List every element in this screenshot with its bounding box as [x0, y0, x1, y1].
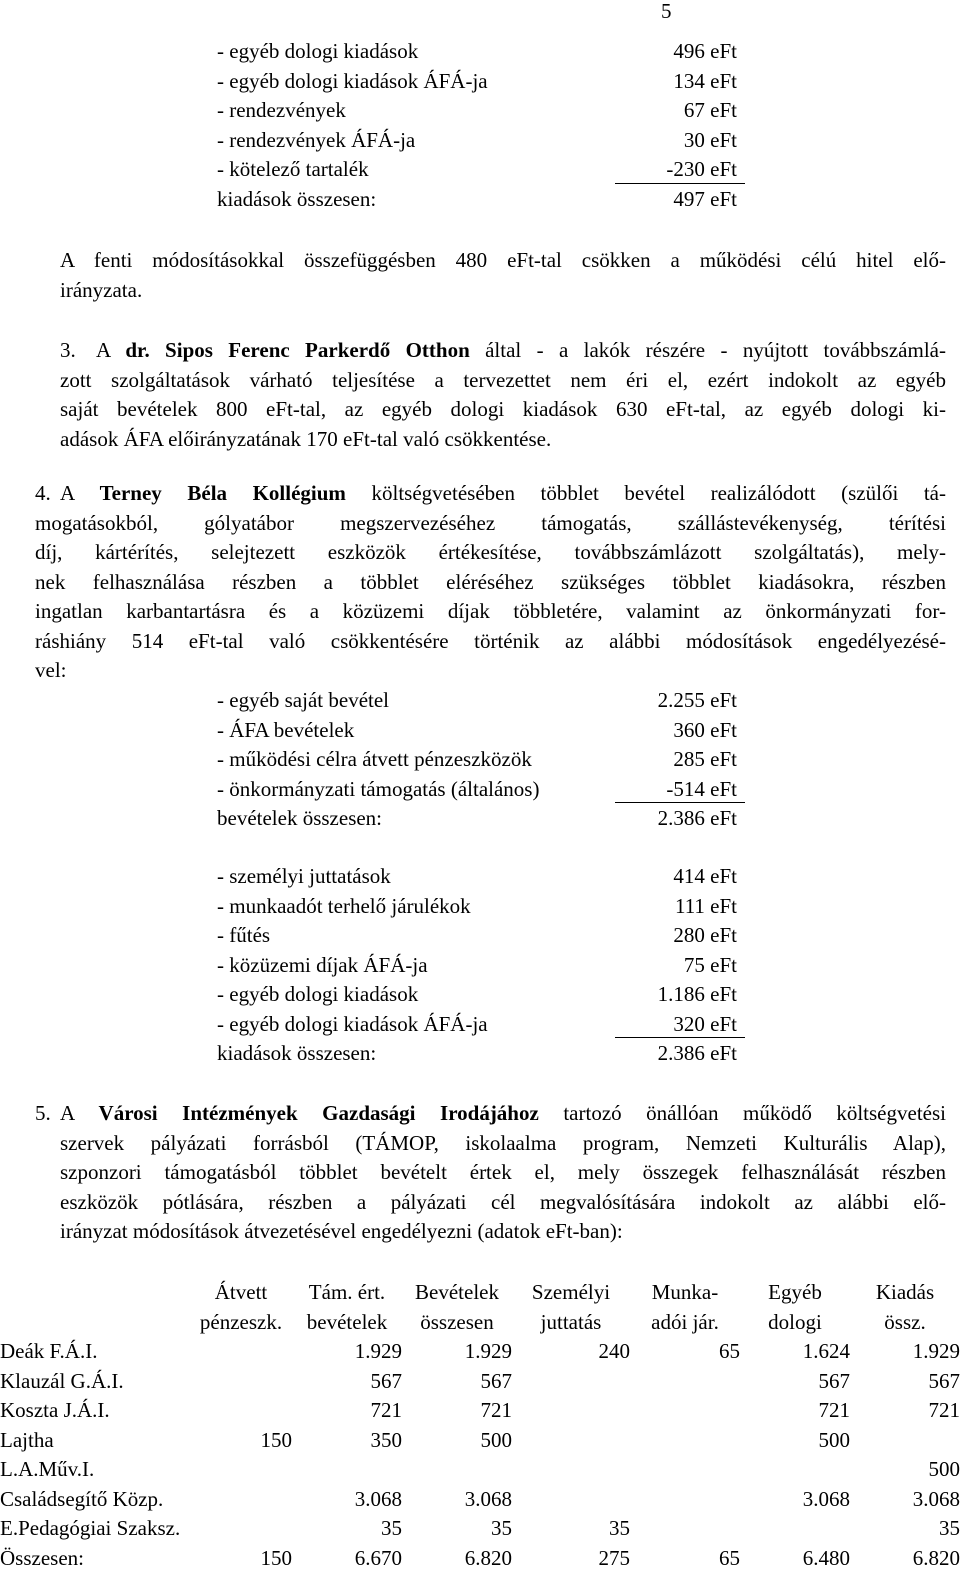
table-row — [0, 1455, 960, 1485]
row-name: Deák F.Á.I. — [0, 1339, 98, 1363]
table-cell — [630, 1455, 740, 1485]
item-label: - egyéb dologi kiadások — [217, 39, 419, 63]
paragraph-line: szponzori támogatásból többlet bevételt értek el, mely összegek felhasználását részben — [60, 1160, 946, 1184]
paragraph-line: szervek pályázati forrásból (TÁMOP, iskolaalma program, Nemzeti Kulturális Alap), — [60, 1130, 946, 1155]
list-item — [217, 155, 737, 185]
list-total — [217, 185, 737, 215]
list-item — [217, 37, 737, 67]
header-cell: bevételek — [306, 1309, 388, 1334]
table-cell: 3.068 — [912, 1486, 960, 1511]
total-amount: 2.386 eFt — [657, 806, 737, 830]
item-amount: 111 eFt — [674, 893, 737, 918]
table-cell: 567 — [818, 1368, 850, 1393]
table-cell: 1.929 — [912, 1339, 960, 1363]
table-cell: 65 — [719, 1545, 740, 1570]
institution-name: dr. Sipos Ferenc Parkerdő Otthon — [125, 338, 470, 362]
header-cell: Átvett — [214, 1280, 268, 1304]
table-cell — [630, 1396, 740, 1426]
item-label: - egyéb dologi kiadások — [217, 982, 419, 1006]
row-name: Koszta J.Á.I. — [0, 1398, 110, 1422]
list-item — [217, 716, 737, 746]
list-item — [217, 862, 737, 892]
table-cell — [512, 1367, 630, 1397]
table-row — [0, 1514, 960, 1544]
institution-name: Terney Béla Kollégium — [99, 481, 346, 505]
table-cell: 3.068 — [464, 1486, 512, 1511]
expense-list-1 — [217, 37, 737, 214]
paragraph-line: saját bevételek 800 eFt-tal, az egyéb dologi kiadások 630 eFt-tal, az egyéb dologi ki- — [60, 397, 946, 421]
item-3-continuation — [60, 366, 946, 455]
item-number-4: 4. — [35, 481, 51, 505]
header-cell: összesen — [420, 1309, 494, 1334]
table-row — [0, 1337, 960, 1367]
total-label: kiadások összesen: — [217, 1041, 377, 1065]
table-cell — [292, 1455, 402, 1485]
table-cell: 721 — [480, 1398, 512, 1422]
list-item — [217, 745, 737, 775]
header-cell: Bevételek — [415, 1280, 499, 1304]
table-cell — [512, 1485, 630, 1515]
item-label: - önkormányzati támogatás (általános) — [217, 776, 540, 801]
header-cell: Egyéb — [768, 1280, 822, 1304]
table-cell: 721 — [818, 1398, 850, 1422]
item-label: - munkaadót terhelő járulékok — [217, 893, 471, 918]
item-5-paragraph — [60, 1099, 946, 1129]
table-cell — [630, 1367, 740, 1397]
table-cell: 721 — [370, 1398, 402, 1422]
item-label: - rendezvények — [217, 98, 346, 122]
table-cell: 1.929 — [354, 1339, 402, 1363]
item-number-3: 3. — [60, 338, 76, 362]
header-cell: Tám. ért. — [308, 1280, 386, 1304]
table-cell — [512, 1396, 630, 1426]
item-amount: 496 eFt — [673, 39, 737, 63]
table-cell: 6.820 — [912, 1545, 960, 1570]
item-label: - egyéb dologi kiadások ÁFÁ-ja — [217, 1011, 488, 1036]
item-5-continuation — [60, 1129, 946, 1247]
table-cell: 35 — [381, 1516, 402, 1540]
paragraph-line: irányzat módosítások átvezetésével engedélyezni (adatok eFt-ban): — [60, 1219, 623, 1243]
header-cell: Kiadás — [875, 1280, 935, 1304]
institution-name: Városi Intézmények Gazdasági Irodájához — [98, 1101, 539, 1125]
row-name: Klauzál G.Á.I. — [0, 1368, 124, 1393]
table-cell — [740, 1455, 850, 1485]
paragraph-line: ráshiány 514 eFt-tal való csökkentésére történik az alábbi módosítások engedélyezésé- — [35, 628, 946, 653]
revenue-list — [217, 686, 737, 834]
item-amount: 414 eFt — [673, 864, 737, 888]
table-cell: 150 — [260, 1427, 292, 1452]
total-amount: 497 eFt — [673, 186, 737, 211]
list-item — [217, 980, 737, 1010]
table-cell — [190, 1337, 292, 1367]
item-amount: -230 eFt — [666, 157, 737, 181]
table-cell — [402, 1455, 512, 1485]
table-cell: 65 — [719, 1339, 740, 1363]
paragraph-line: adások ÁFA előirányzatának 170 eFt-tal való csökkentése. — [60, 426, 552, 451]
item-amount: 134 eFt — [673, 68, 737, 93]
table-cell: 500 — [818, 1427, 850, 1452]
table-cell: 567 — [480, 1368, 512, 1393]
table-cell — [190, 1485, 292, 1515]
paragraph-line: mogatásokból, gólyatábor megszervezéséhez támogatás, szállástevékenység, térítési — [35, 510, 946, 535]
expense-list-2 — [217, 862, 737, 1069]
item-label: - személyi juttatások — [217, 864, 391, 888]
table-cell — [740, 1514, 850, 1544]
table-cell — [190, 1367, 292, 1397]
item-amount: 280 eFt — [673, 923, 737, 947]
table-cell — [630, 1426, 740, 1456]
header-cell: Személyi — [531, 1280, 611, 1304]
table-cell: 35 — [609, 1516, 630, 1540]
table-cell: 721 — [928, 1398, 960, 1422]
page-number: 5 — [661, 0, 672, 23]
table-header-row — [0, 1308, 960, 1338]
header-cell: pénzeszk. — [199, 1309, 283, 1334]
paragraph-line: A dr. Sipos Ferenc Parkerdő Otthon által - a lakók részére - nyújtott továbbszámlá- — [96, 338, 946, 362]
total-label: kiadások összesen: — [217, 186, 377, 211]
table-cell — [850, 1426, 960, 1456]
item-label: - rendezvények ÁFÁ-ja — [217, 127, 416, 152]
item-label: - egyéb dologi kiadások ÁFÁ-ja — [217, 68, 488, 93]
table-cell: 35 — [491, 1516, 512, 1540]
table-cell: 567 — [928, 1368, 960, 1393]
table-cell: 275 — [598, 1545, 630, 1570]
table-cell — [190, 1514, 292, 1544]
header-cell: össz. — [884, 1309, 926, 1334]
total-amount: 2.386 eFt — [657, 1041, 737, 1065]
table-cell — [190, 1396, 292, 1426]
table-cell: 350 — [370, 1427, 402, 1452]
paragraph-line: eszközök pótlására, részben a pályázati cél megvalósítására indokolt az alábbi elő- — [60, 1189, 946, 1214]
table-cell — [512, 1426, 630, 1456]
table-cell: 6.670 — [354, 1545, 402, 1570]
item-amount: 285 eFt — [673, 747, 737, 771]
item-amount: 67 eFt — [683, 98, 737, 122]
table-cell — [630, 1485, 740, 1515]
item-label: - közüzemi díjak ÁFÁ-ja — [217, 952, 428, 977]
table-row — [0, 1367, 960, 1397]
item-amount: -514 eFt — [666, 776, 737, 801]
header-cell: juttatás — [540, 1309, 602, 1334]
list-item — [217, 775, 737, 805]
paragraph-line: ingatlan karbantartásra és a közüzemi díjak többletére, valamint az önkormányzati for- — [35, 599, 946, 623]
header-cell: Munka- — [651, 1280, 719, 1304]
paragraph-line: díj, kártérítés, selejtezett eszközök értékesítése, továbbszámlázott szolgáltatás), mely- — [35, 540, 946, 564]
note-line: A fenti módosításokkal összefüggésben 480 eFt-tal csökken a működési célú hitel elő- — [60, 248, 946, 272]
list-total — [217, 804, 737, 834]
table-row — [0, 1485, 960, 1515]
table-row — [0, 1426, 960, 1456]
paragraph-line: A Városi Intézmények Gazdasági Irodájához tartozó önállóan működő költségvetési — [60, 1101, 946, 1125]
item-label: - ÁFA bevételek — [217, 717, 355, 742]
item-amount: 30 eFt — [683, 127, 737, 152]
list-total — [217, 1039, 737, 1069]
table-cell: 567 — [370, 1368, 402, 1393]
list-item — [217, 951, 737, 981]
paragraph-line: vel: — [35, 658, 67, 682]
sum-rule — [615, 1037, 745, 1038]
table-cell: 6.480 — [802, 1545, 850, 1570]
paragraph-line: nek felhasználása részben a többlet eléréséhez szükséges többlet kiadásokra, részben — [35, 569, 946, 594]
table-cell: 3.068 — [354, 1486, 402, 1511]
list-item — [217, 921, 737, 951]
item-amount: 1.186 eFt — [657, 982, 737, 1006]
item-4-paragraph — [60, 479, 946, 509]
header-cell: dologi — [768, 1309, 822, 1334]
table-cell — [512, 1455, 630, 1485]
paragraph-line: zott szolgáltatások várható teljesítése a tervezettet nem éri el, ezért indokolt az egyéb — [60, 367, 946, 392]
header-cell: adói jár. — [651, 1309, 719, 1334]
row-name: Lajtha — [0, 1427, 54, 1452]
header-cell — [0, 1308, 190, 1338]
table-cell: 240 — [598, 1339, 630, 1363]
row-name: Családsegítő Közp. — [0, 1486, 164, 1511]
sum-rule — [615, 183, 745, 184]
row-name: E.Pedagógiai Szaksz. — [0, 1516, 181, 1540]
list-item — [217, 892, 737, 922]
table-cell: 1.929 — [464, 1339, 512, 1363]
item-label: - egyéb saját bevétel — [217, 688, 389, 712]
paragraph-line: A Terney Béla Kollégium költségvetésében többlet bevétel realizálódott (szülői tá- — [60, 481, 946, 505]
sum-rule — [615, 802, 745, 803]
item-label: - fűtés — [217, 923, 271, 947]
table-cell: 150 — [260, 1545, 292, 1570]
table-cell: 1.624 — [802, 1339, 850, 1363]
table-cell — [190, 1455, 292, 1485]
table-cell: 3.068 — [802, 1486, 850, 1511]
appropriation-table — [0, 1278, 960, 1573]
item-amount: 320 eFt — [673, 1011, 737, 1036]
list-item — [217, 126, 737, 156]
list-item — [217, 686, 737, 716]
list-item — [217, 96, 737, 126]
item-label: - működési célra átvett pénzeszközök — [217, 747, 532, 771]
table-cell — [630, 1514, 740, 1544]
table-cell: 6.820 — [464, 1545, 512, 1570]
row-name: L.A.Műv.I. — [0, 1457, 95, 1481]
item-3-paragraph — [96, 336, 946, 366]
item-4-continuation — [35, 509, 946, 686]
note-paragraph — [60, 246, 946, 305]
table-cell: 500 — [928, 1457, 960, 1481]
table-cell: 500 — [480, 1427, 512, 1452]
item-number-5: 5. — [35, 1101, 51, 1125]
note-line: irányzata. — [60, 277, 143, 302]
table-header-row — [0, 1278, 960, 1308]
list-item — [217, 67, 737, 97]
table-total-row — [0, 1544, 960, 1574]
item-amount: 75 eFt — [683, 952, 737, 977]
item-amount: 360 eFt — [673, 717, 737, 742]
row-name: Összesen: — [0, 1545, 84, 1570]
table-row — [0, 1396, 960, 1426]
header-cell — [0, 1278, 190, 1308]
list-item — [217, 1010, 737, 1040]
total-label: bevételek összesen: — [217, 806, 383, 830]
item-amount: 2.255 eFt — [657, 688, 737, 712]
item-label: - kötelező tartalék — [217, 157, 369, 181]
table-cell: 35 — [939, 1516, 960, 1540]
